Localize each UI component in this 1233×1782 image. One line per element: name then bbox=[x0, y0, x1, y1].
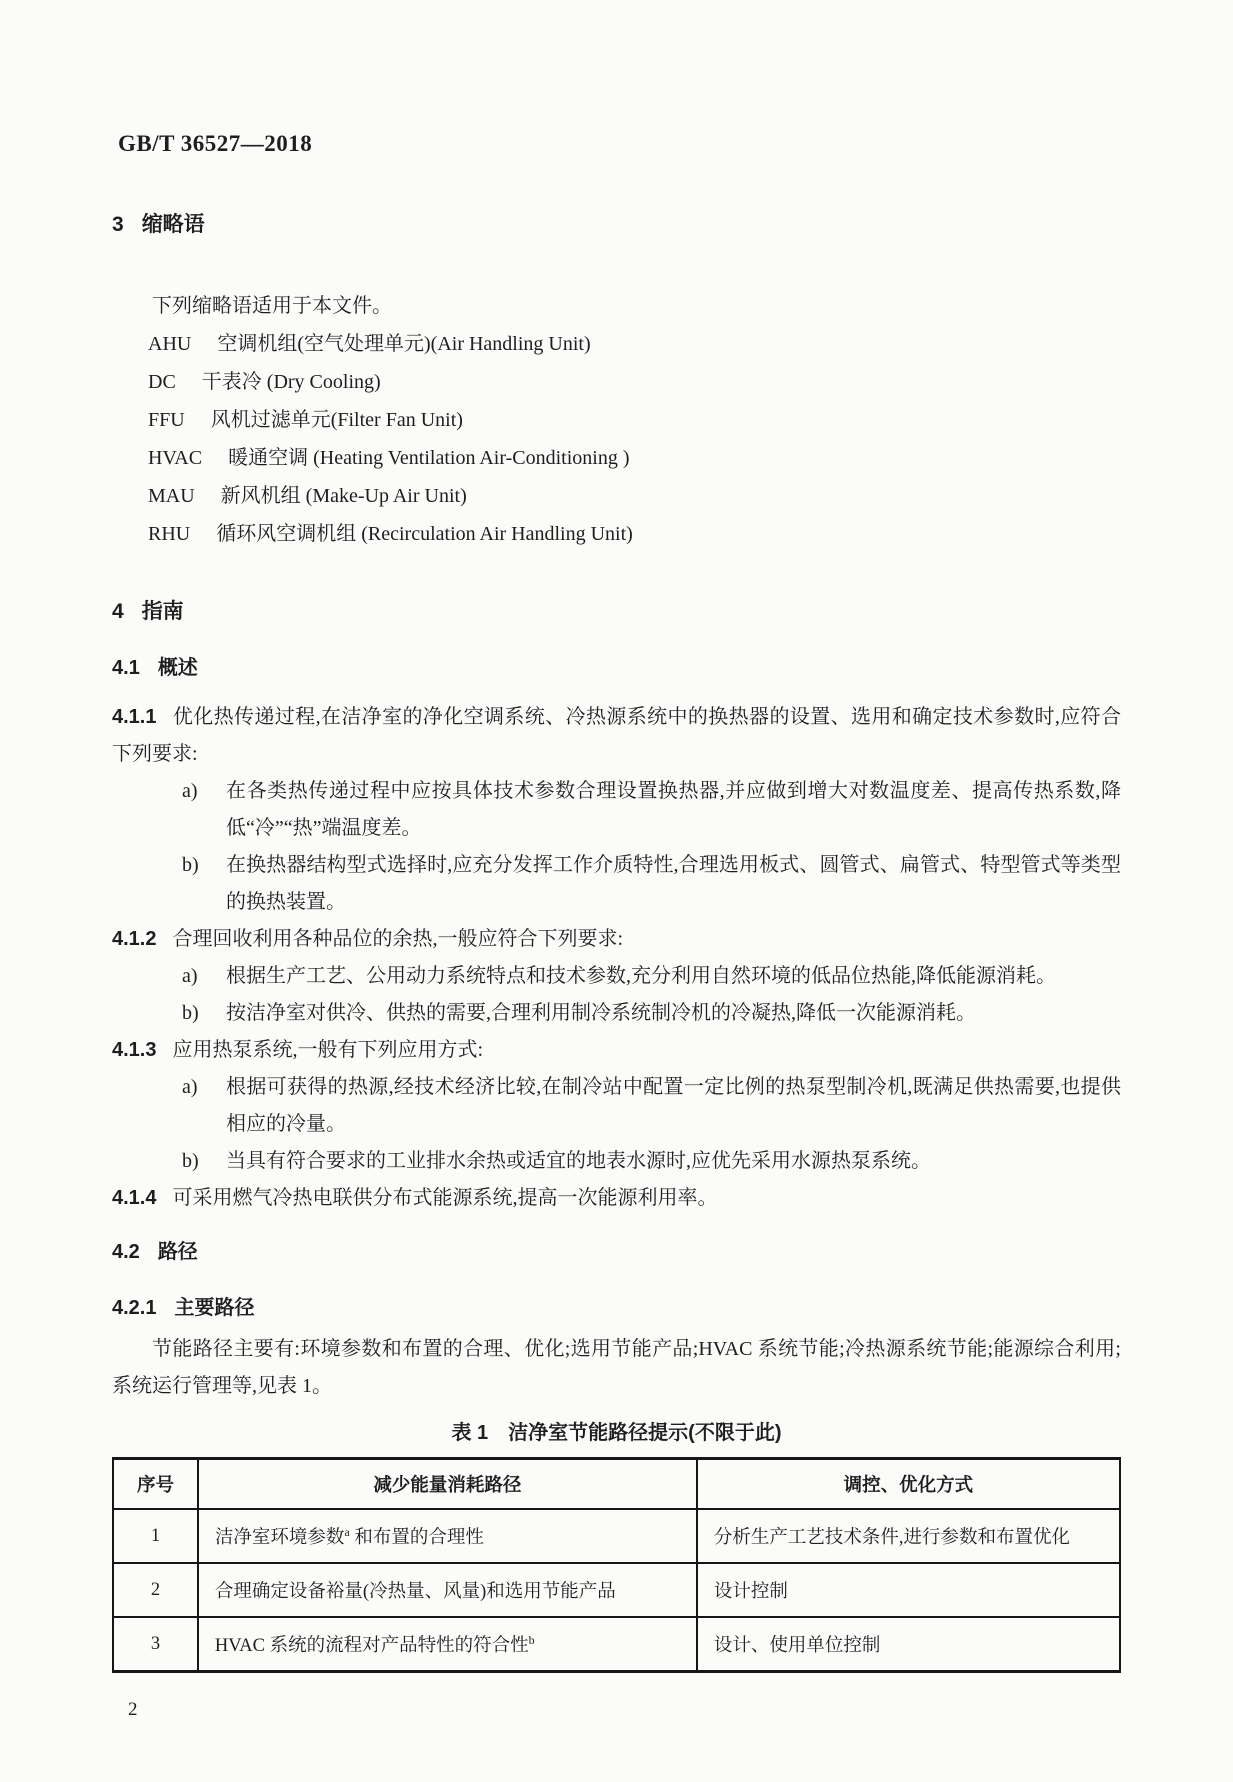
clause-text: 合理回收利用各种品位的余热,一般应符合下列要求: bbox=[172, 928, 624, 950]
clause-4-1-4 bbox=[112, 1180, 1121, 1217]
footnote-marker: b bbox=[528, 1632, 535, 1647]
list-item-label: b) bbox=[182, 1002, 199, 1024]
row-path-text: 合理确定设备裕量(冷热量、风量)和选用节能产品 bbox=[214, 1582, 616, 1602]
section-4-title: 指南 bbox=[141, 600, 184, 623]
row-method: 设计控制 bbox=[697, 1563, 1120, 1617]
section-4-2-1-title: 主要路径 bbox=[174, 1297, 255, 1319]
list-item bbox=[182, 1143, 1121, 1180]
list-item-label: a) bbox=[182, 965, 198, 987]
section-4-heading bbox=[112, 597, 1121, 627]
list-item-text: 根据可获得的热源,经技术经济比较,在制冷站中配置一定比例的热泵型制冷机,既满足供热需要,也提供相应的冷量。 bbox=[226, 1076, 1121, 1135]
list-item-label: b) bbox=[182, 1150, 199, 1172]
list-item-label: b) bbox=[182, 854, 199, 876]
list-item bbox=[182, 958, 1121, 995]
energy-saving-table bbox=[112, 1457, 1121, 1673]
section-4-2-heading bbox=[112, 1237, 1121, 1267]
row-path-text: HVAC 系统的流程对产品特性的符合性 bbox=[214, 1636, 529, 1656]
row-path-text: 洁净室环境参数 bbox=[214, 1528, 345, 1548]
section-4-2-1-heading bbox=[112, 1293, 1121, 1323]
abbreviation-definition: 风机过滤单元(Filter Fan Unit) bbox=[210, 409, 463, 431]
list-item-text: 当具有符合要求的工业排水余热或适宜的地表水源时,应优先采用水源热泵系统。 bbox=[226, 1150, 931, 1172]
abbreviation-item bbox=[112, 515, 1121, 553]
abbreviation-definition: 空调机组(空气处理单元)(Air Handling Unit) bbox=[217, 333, 591, 355]
clause-4-1-3 bbox=[112, 1032, 1121, 1069]
list-item bbox=[182, 847, 1121, 921]
abbreviation-item bbox=[112, 439, 1121, 477]
table-header-cell: 调控、优化方式 bbox=[697, 1459, 1120, 1510]
table-header-cell: 序号 bbox=[113, 1459, 198, 1510]
list-item-text: 在各类热传递过程中应按具体技术参数合理设置换热器,并应做到增大对数温度差、提高传热系数,降低“冷”“热”端温度差。 bbox=[226, 780, 1121, 839]
page-number: 2 bbox=[128, 1699, 138, 1720]
abbreviation-definition: 暖通空调 (Heating Ventilation Air-Conditioning ) bbox=[228, 447, 630, 469]
list-item-text: 根据生产工艺、公用动力系统特点和技术参数,充分利用自然环境的低品位热能,降低能源消耗。 bbox=[226, 965, 1056, 987]
list-item bbox=[182, 1069, 1121, 1143]
section-4-2-1-number: 4.2.1 bbox=[112, 1297, 157, 1319]
footnote-marker: a bbox=[344, 1524, 350, 1539]
table-row bbox=[113, 1509, 1120, 1563]
paths-paragraph: 节能路径主要有:环境参数和布置的合理、优化;选用节能产品;HVAC 系统节能;冷热源系统节能;能源综合利用;系统运行管理等,见表 1。 bbox=[112, 1338, 1121, 1397]
clause-4-1-1 bbox=[112, 699, 1121, 773]
list-item-label: a) bbox=[182, 1076, 198, 1098]
table-row bbox=[113, 1617, 1120, 1672]
clause-4-1-2 bbox=[112, 921, 1121, 958]
abbreviation-item bbox=[112, 363, 1121, 401]
abbreviation-term: MAU bbox=[148, 485, 195, 507]
clause-text: 优化热传递过程,在洁净室的净化空调系统、冷热源系统中的换热器的设置、选用和确定技术参数时,应符合下列要求: bbox=[112, 706, 1121, 765]
row-path-text: 和布置的合理性 bbox=[349, 1528, 484, 1548]
section-4-1-heading bbox=[112, 653, 1121, 683]
clause-number: 4.1.2 bbox=[112, 928, 157, 950]
abbreviation-term: HVAC bbox=[148, 447, 203, 469]
clause-number: 4.1.3 bbox=[112, 1039, 157, 1061]
abbreviation-item bbox=[112, 325, 1121, 363]
list-item-text: 按洁净室对供冷、供热的需要,合理利用制冷系统制冷机的冷凝热,降低一次能源消耗。 bbox=[226, 1002, 976, 1024]
list-item bbox=[182, 995, 1121, 1032]
row-number: 3 bbox=[113, 1617, 198, 1672]
row-number: 1 bbox=[113, 1509, 198, 1563]
row-path bbox=[198, 1509, 697, 1563]
row-method: 分析生产工艺技术条件,进行参数和布置优化 bbox=[697, 1509, 1120, 1563]
list-item-label: a) bbox=[182, 780, 198, 802]
table-row bbox=[113, 1563, 1120, 1617]
row-path bbox=[198, 1563, 697, 1617]
doc-number: GB/T 36527—2018 bbox=[118, 131, 313, 156]
abbreviation-definition: 干表冷 (Dry Cooling) bbox=[201, 371, 381, 393]
abbreviation-item bbox=[112, 401, 1121, 439]
abbreviation-term: FFU bbox=[148, 409, 185, 431]
section-3-number: 3 bbox=[112, 213, 124, 236]
table-header-cell: 减少能量消耗路径 bbox=[198, 1459, 697, 1510]
clause-number: 4.1.4 bbox=[112, 1187, 157, 1209]
table-header-row bbox=[113, 1459, 1120, 1510]
abbreviation-item bbox=[112, 477, 1121, 515]
section-4-1-number: 4.1 bbox=[112, 657, 140, 679]
abbreviation-term: AHU bbox=[148, 333, 192, 355]
clause-text: 可采用燃气冷热电联供分布式能源系统,提高一次能源利用率。 bbox=[172, 1187, 718, 1209]
section-4-2-number: 4.2 bbox=[112, 1241, 140, 1263]
abbreviation-definition: 循环风空调机组 (Recirculation Air Handling Unit) bbox=[216, 523, 633, 545]
section-4-1-title: 概述 bbox=[157, 657, 198, 679]
row-method: 设计、使用单位控制 bbox=[697, 1617, 1120, 1672]
abbreviation-term: RHU bbox=[148, 523, 191, 545]
list-item bbox=[182, 773, 1121, 847]
section-3-heading bbox=[112, 210, 1121, 240]
section-4-number: 4 bbox=[112, 600, 124, 623]
row-number: 2 bbox=[113, 1563, 198, 1617]
section-4-2-title: 路径 bbox=[157, 1241, 198, 1263]
row-path bbox=[198, 1617, 697, 1672]
section-3-title: 缩略语 bbox=[141, 213, 205, 236]
abbreviation-definition: 新风机组 (Make-Up Air Unit) bbox=[220, 485, 467, 507]
abbreviation-term: DC bbox=[148, 371, 176, 393]
table-caption: 表 1 洁净室节能路径提示(不限于此) bbox=[451, 1422, 782, 1444]
abbreviation-list bbox=[112, 325, 1121, 553]
abbreviations-intro: 下列缩略语适用于本文件。 bbox=[152, 295, 392, 317]
clause-text: 应用热泵系统,一般有下列应用方式: bbox=[172, 1039, 484, 1061]
list-item-text: 在换热器结构型式选择时,应充分发挥工作介质特性,合理选用板式、圆管式、扁管式、特型管式等类型的换热装置。 bbox=[226, 854, 1121, 913]
clause-number: 4.1.1 bbox=[112, 706, 157, 728]
